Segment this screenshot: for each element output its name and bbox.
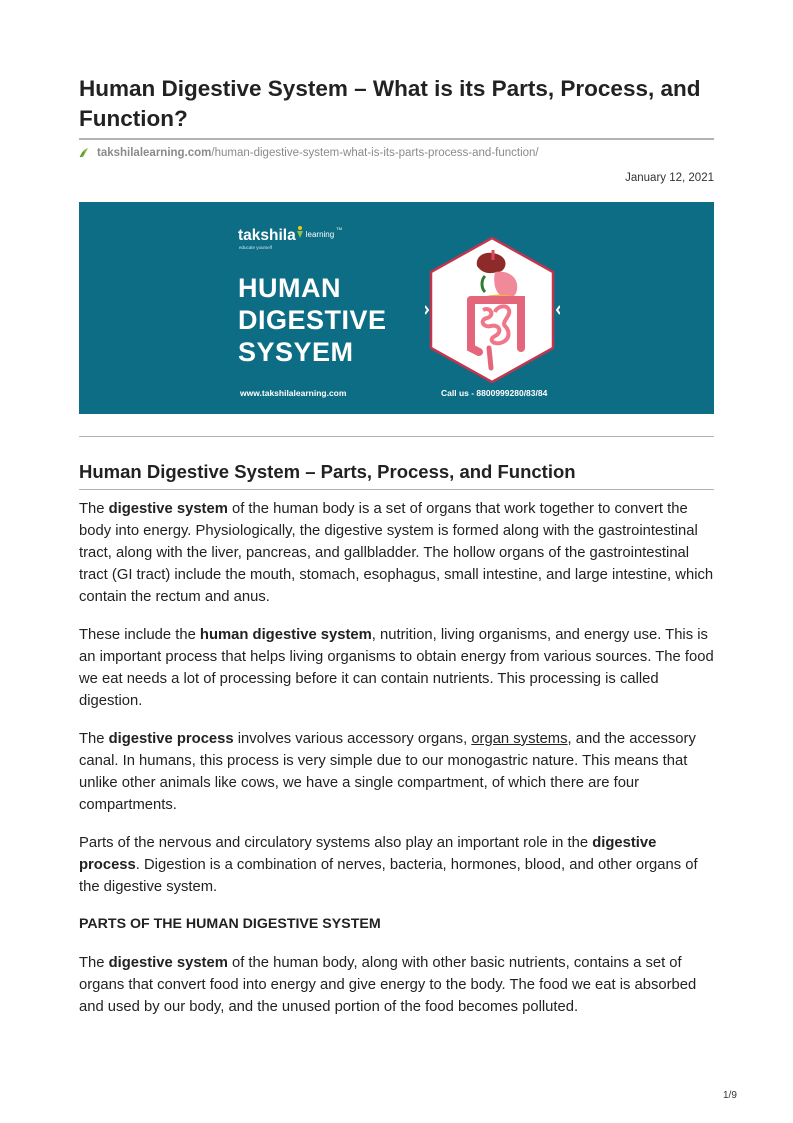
- paragraph: [79, 728, 714, 816]
- banner-title-line: HUMAN: [238, 273, 341, 303]
- text-run: of the human body is a set of organs that work together to convert the body into energy. Physiologically, the digestive system is formed along with the gastrointestinal tract, along with the liver, pancreas, and gallbladder. The hollow organs of the gastrointestinal tract (GI tract) include the mouth, stomach, esophagus, small intestine, and large intestine, which contain the rectum and anus.: [79, 501, 714, 605]
- bold-term: digestive system: [108, 955, 228, 971]
- text-run: of the human body, along with other basic nutrients, contains a set of organs that convert food into energy and give energy to the body. The food we eat is absorbed and used by our body, and the unused portion of the food becomes polluted.: [79, 955, 697, 1015]
- person-icon: [296, 225, 304, 237]
- paragraph: [79, 624, 714, 712]
- source-link[interactable]: [79, 147, 539, 159]
- banner-title: [238, 272, 387, 368]
- source-host[interactable]: takshilalearning.com: [97, 147, 212, 159]
- banner-logo: [238, 226, 342, 250]
- title-divider: [79, 138, 714, 140]
- paragraph: [79, 952, 714, 1018]
- section-divider: [79, 436, 714, 437]
- banner-title-line: SYSYEM: [238, 337, 354, 367]
- article-banner: [79, 202, 714, 414]
- publish-date: January 12, 2021: [625, 172, 714, 184]
- text-run: Parts of the nervous and circulatory systems also play an important role in the: [79, 835, 593, 851]
- banner-website: www.takshilalearning.com: [240, 388, 347, 398]
- bold-term: human digestive system: [199, 627, 372, 643]
- page-number: 1/9: [723, 1090, 737, 1101]
- subheading: PARTS OF THE HUMAN DIGESTIVE SYSTEM: [79, 916, 381, 932]
- banner-logo-name: takshila: [238, 227, 296, 244]
- banner-logo-suffix: learning: [305, 230, 335, 239]
- bold-term: digestive process: [108, 731, 234, 747]
- banner-trademark: TM: [336, 226, 342, 231]
- paragraph: [79, 498, 714, 608]
- text-run: , and the accessory canal. In humans, this process is very simple due to our monogastric nature. This means that unlike other animals like cows, we have a single compartment, of which there are four compartments.: [79, 731, 696, 813]
- text-run: The: [79, 955, 109, 971]
- banner-phone: Call us - 8800999280/83/84: [441, 388, 548, 398]
- text-run: The: [79, 501, 109, 517]
- leaf-icon: [79, 147, 89, 158]
- organ-systems-link[interactable]: organ systems: [471, 731, 568, 747]
- banner-title-line: DIGESTIVE: [238, 305, 387, 335]
- banner-logo-tagline: educate yourself: [239, 245, 273, 250]
- paragraph: [79, 832, 714, 898]
- text-run: These include the: [79, 627, 200, 643]
- text-run: . Digestion is a combination of nerves, bacteria, hormones, blood, and other organs of the digestive system.: [79, 857, 698, 895]
- article-title: Human Digestive System – What is its Parts, Process, and Function?: [79, 76, 701, 131]
- text-run: , nutrition, living organisms, and energy use. This is an important process that helps living organisms to obtain energy from various sources. The food we eat needs a lot of processing before it can contain nutrients. This processing is called digestion.: [79, 627, 714, 709]
- text-run: involves various accessory organs,: [233, 731, 472, 747]
- section-heading: Human Digestive System – Parts, Process, and Function: [79, 461, 576, 482]
- source-path[interactable]: /human-digestive-system-what-is-its-parts-process-and-function/: [211, 147, 539, 159]
- text-run: The: [79, 731, 109, 747]
- bold-term: digestive system: [108, 501, 228, 517]
- digestive-system-illustration: [425, 236, 560, 384]
- bold-term: digestive process: [79, 835, 657, 873]
- heading-divider: [79, 489, 714, 490]
